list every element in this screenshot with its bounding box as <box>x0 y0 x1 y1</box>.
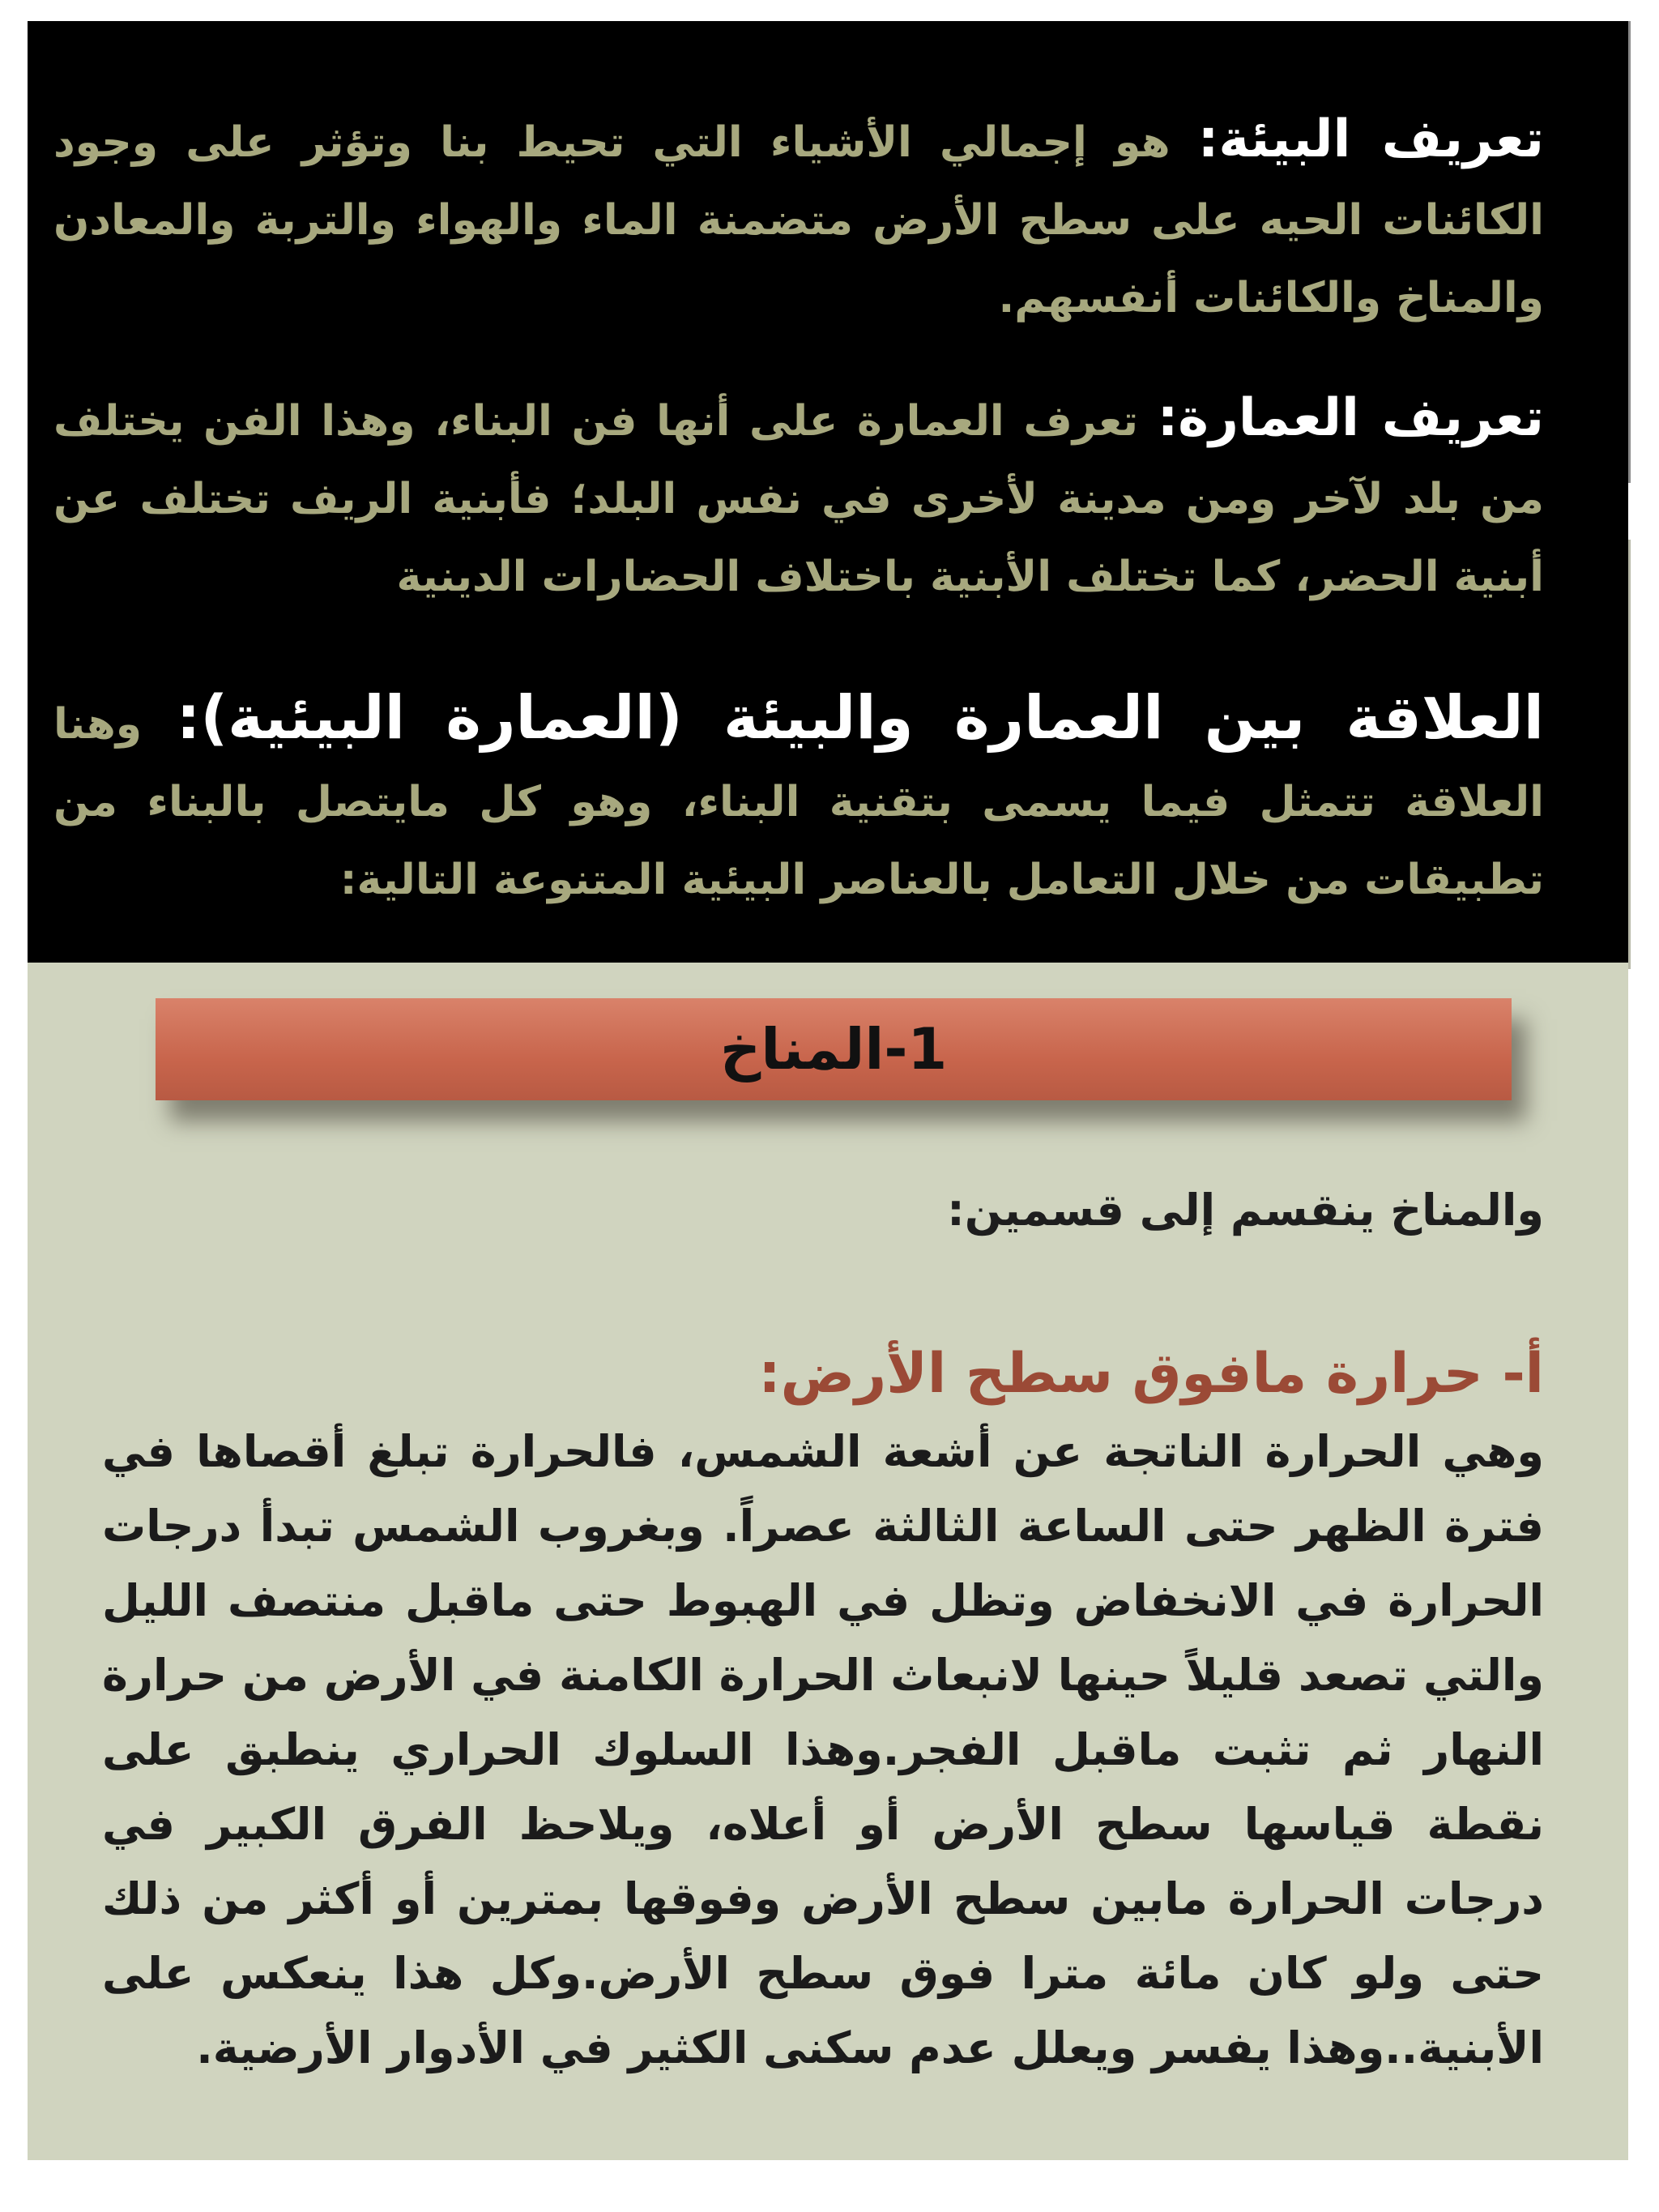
environment-text: هو إجمالي الأشياء التي تحيط بنا وتؤثر على وجود الكائنات الحيه على سطح الأرض متضمنة الماء والهواء والتربة والمعادن والمناخ والكائنات أنفسهم. <box>53 118 1544 322</box>
relationship-text: وهنا العلاقة تتمثل فيما يسمى بتقنية البناء، وهو كل مايتصل بالبناء من تطبيقات من خلال التعامل بالعناصر البيئية المتنوعة التالية: <box>53 700 1544 904</box>
page <box>28 21 1628 2160</box>
definitions-panel <box>28 21 1628 963</box>
environment-heading: تعريف البيئة: <box>1197 109 1545 169</box>
architecture-heading: تعريف العمارة: <box>1157 388 1545 448</box>
architecture-text: تعرف العمارة على أنها فن البناء، وهذا الفن يختلف من بلد لآخر ومن مدينة لأخرى في نفس البلد؛ فأبنية الريف تختلف عن أبنية الحضر، كما تختلف الأبنية باختلاف الحضارات الدينية <box>53 397 1544 601</box>
right-border-line <box>1628 21 1631 483</box>
architecture-paragraph <box>53 379 1544 616</box>
section-title: 1-المناخ <box>719 1016 948 1083</box>
subsection-heading: أ- حرارة مافوق سطح الأرض: <box>758 1342 1544 1406</box>
right-border-line <box>1628 540 1631 969</box>
relationship-paragraph <box>53 679 1544 919</box>
subsection-body: وهي الحرارة الناتجة عن أشعة الشمس، فالحرارة تبلغ أقصاها في فترة الظهر حتى الساعة الثالثة عصراً. وبغروب الشمس تبدأ درجات الحرارة في الانخفاض وتظل في الهبوط حتى ماقبل منتصف الليل والتي تصعد قليلاً حينها لانبعاث الحرارة الكامنة في الأرض من حرارة النهار ثم تثبت ماقبل الفجر.وهذا السلوك الحراري ينطبق على نقطة قياسها سطح الأرض أو أعلاه، ويلاحظ الفرق الكبير في درجات الحرارة مابين سطح الأرض وفوقها بمترين أو أكثر من ذلك حتى ولو كان مائة مترا فوق سطح الأرض.وكل هذا ينعكس على الأبنية..وهذا يفسر ويعلل عدم سكنى الكثير في الأدوار الأرضية. <box>102 1426 1544 2073</box>
environment-paragraph <box>53 100 1544 337</box>
relationship-heading: العلاقة بين العمارة والبيئة (العمارة البيئية): <box>176 683 1545 753</box>
section-title-banner <box>156 998 1512 1100</box>
relationship-definition <box>53 679 1544 919</box>
environment-definition <box>53 100 1544 337</box>
section-lead: والمناخ ينقسم إلى قسمين: <box>947 1185 1544 1236</box>
architecture-definition <box>53 379 1544 616</box>
